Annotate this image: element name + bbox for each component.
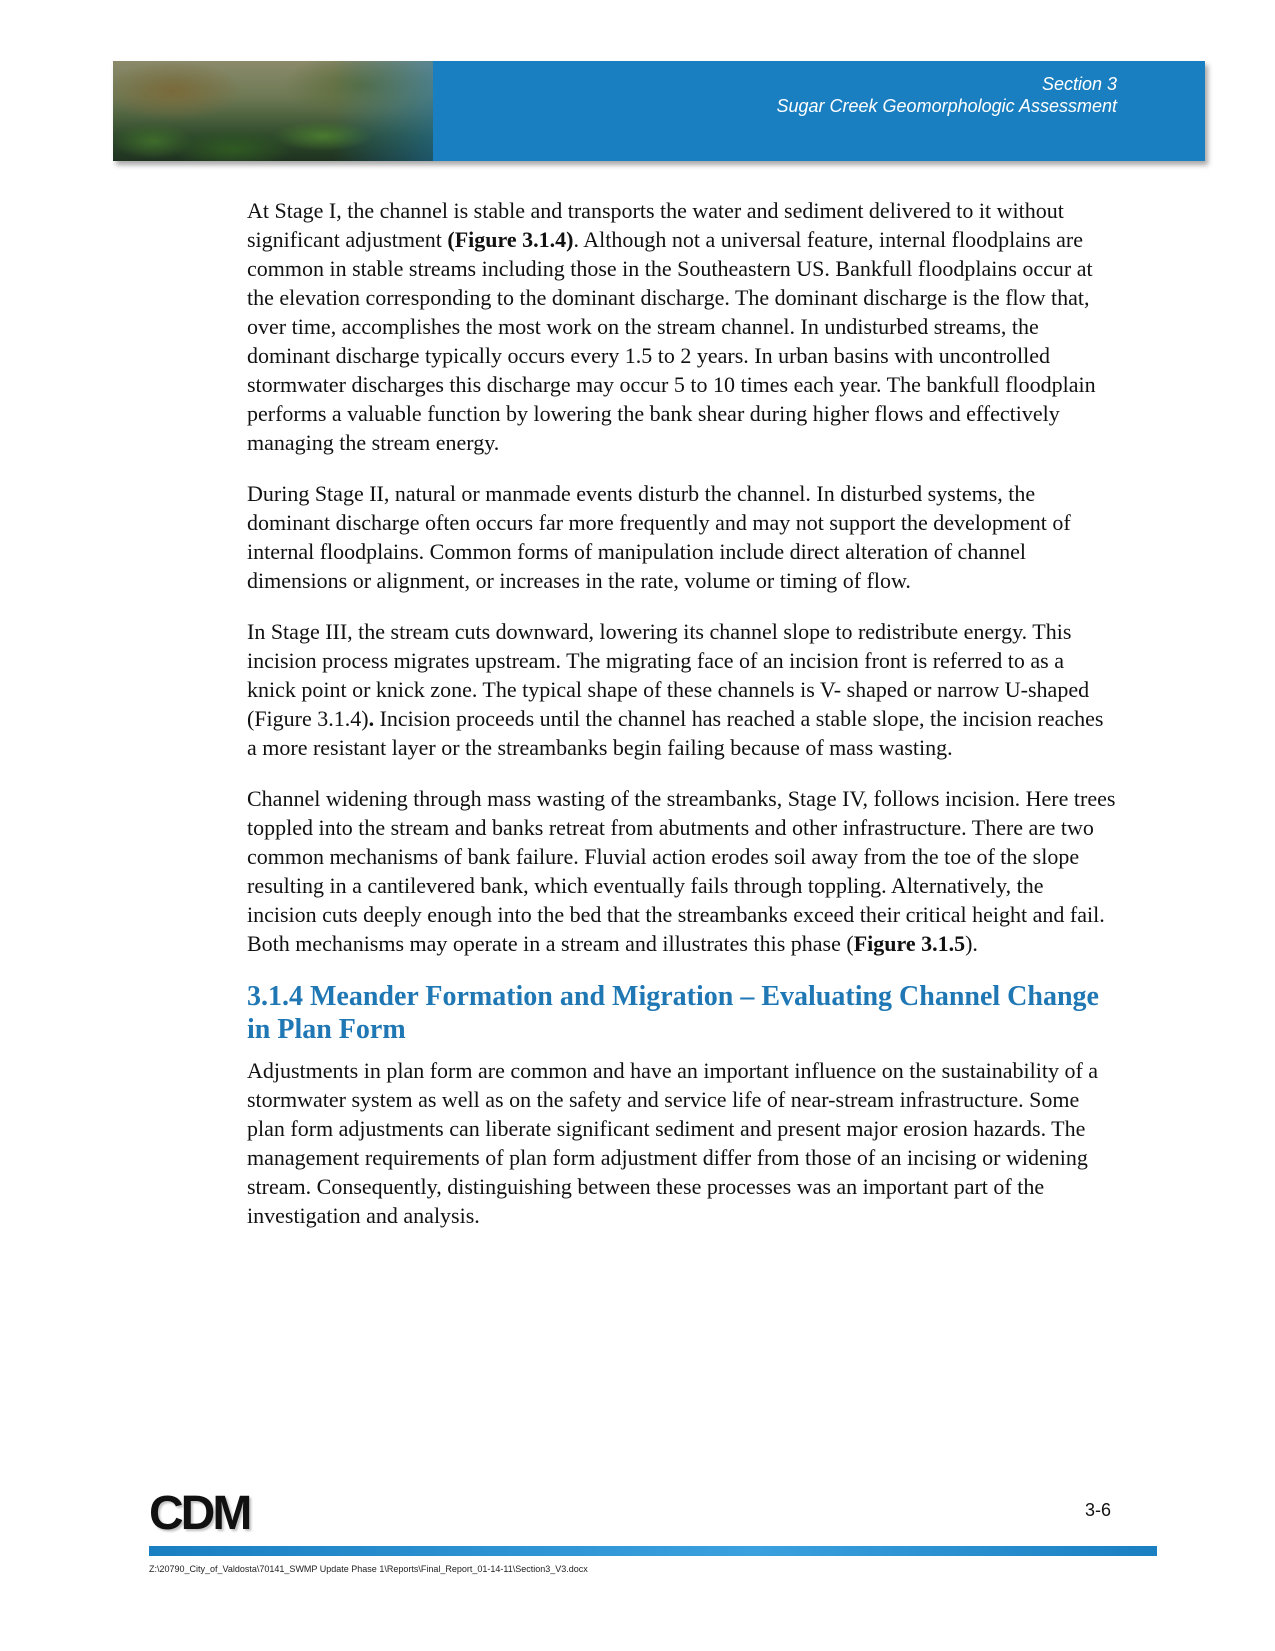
footer-bar [149, 1546, 1157, 1556]
paragraph-stage-3: In Stage III, the stream cuts downward, lowering its channel slope to redistribute energy. This incision process migrates upstream. The migrating face of an incision front is referred to as a knick point or knick zone. The typical shape of these channels is V- shaped or narrow U-shaped (Figure 3.1.4). Incision proceeds until the channel has reached a stable slope, the incision reaches a more resistant layer or the streambanks begin failing because of mass wasting. [247, 619, 1104, 760]
cdm-logo: CDM [149, 1487, 250, 1540]
file-path: Z:\20790_City_of_Valdosta\70141_SWMP Update Phase 1\Reports\Final_Report_01-14-11\Section3_V3.docx [149, 1564, 588, 1574]
section-heading: 3.1.4 Meander Formation and Migration – Evaluating Channel Change in Plan Form [247, 981, 1099, 1045]
paragraph-stage-4: Channel widening through mass wasting of the streambanks, Stage IV, follows incision. Here trees toppled into the stream and banks retreat from abutments and other infrastructure. There are two common mechanisms of bank failure. Fluvial action erodes soil away from the toe of the slope resulting in a cantilevered bank, which eventually fails through toppling. Alternatively, the incision cuts deeply enough into the bed that the streambanks exceed their critical height and fail. Both mechanisms may operate in a stream and illustrates this phase (Figure 3.1.5). [247, 786, 1116, 956]
paragraph-stage-1: At Stage I, the channel is stable and transports the water and sediment delivered to it without significant adjustment (Figure 3.1.4). Although not a universal feature, internal floodplains are common in stable streams including those in the Southeastern US. Bankfull floodplains occur at the elevation corresponding to the dominant discharge. The dominant discharge is the flow that, over time, accomplishes the most work on the stream channel. In undisturbed streams, the dominant discharge typically occurs every 1.5 to 2 years. In urban basins with uncontrolled stormwater discharges this discharge may occur 5 to 10 times each year. The bankfull floodplain performs a valuable function by lowering the bank shear during higher flows and effectively managing the stream energy. [247, 198, 1096, 455]
paragraph-stage-2: During Stage II, natural or manmade events disturb the channel. In disturbed systems, the dominant discharge often occurs far more frequently and may not support the development of internal floodplains. Common forms of manipulation include direct alteration of channel dimensions or alignment, or increases in the rate, volume or timing of flow. [247, 481, 1071, 593]
page-content [247, 196, 1117, 1230]
figure-reference: Figure 3.1.5 [853, 931, 966, 956]
header-banner [113, 61, 1205, 161]
photo-fade [333, 61, 553, 161]
figure-reference: (Figure 3.1.4) [447, 227, 574, 252]
page-number: 3-6 [1084, 1500, 1111, 1520]
section-label: Section 3 [1041, 74, 1117, 94]
report-title: Sugar Creek Geomorphologic Assessment [776, 96, 1117, 116]
paragraph-plan-form: Adjustments in plan form are common and have an important influence on the sustainability of a stormwater system as well as on the safety and service life of near-stream infrastructure. Some plan form adjustments can liberate significant sediment and present major erosion hazards. The management requirements of plan form adjustment differ from those of an incising or widening stream. Consequently, distinguishing between these processes was an important part of the investigation and analysis. [247, 1058, 1099, 1228]
header-text [777, 73, 1118, 117]
